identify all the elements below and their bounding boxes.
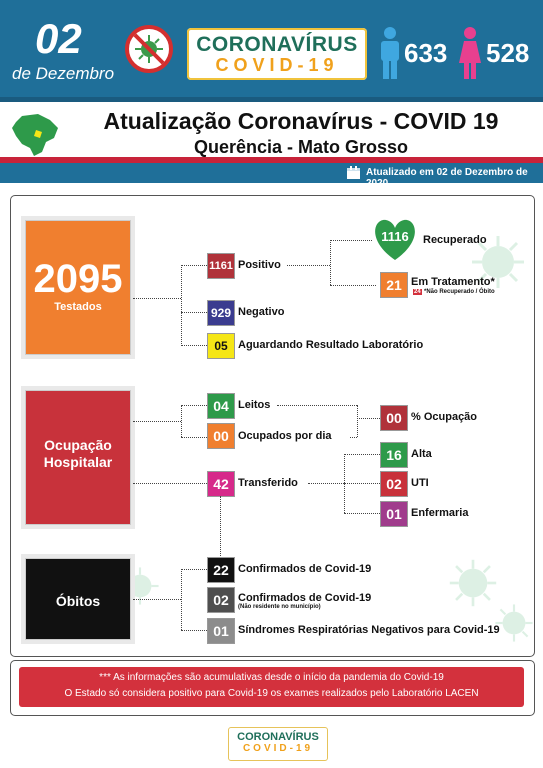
- connector: [344, 483, 380, 484]
- coronavirus-logo: [187, 28, 367, 80]
- header-stripe: [0, 97, 543, 102]
- occupied-label: Ocupados por dia: [238, 430, 332, 442]
- brazil-map-icon: [10, 112, 60, 163]
- footer-logo-subtitle: COVID-19: [242, 743, 314, 755]
- transferred-label: Transferido: [238, 477, 298, 489]
- connector: [330, 240, 372, 241]
- virus-icon: [448, 558, 498, 608]
- female-count: 528: [486, 38, 530, 68]
- footer-logo: [228, 727, 328, 761]
- deaths-nonresident-count: 02: [207, 587, 235, 613]
- occupied-count: 00: [207, 423, 235, 449]
- connector: [133, 298, 181, 299]
- connector: [181, 265, 207, 266]
- transferred-count: 42: [207, 471, 235, 497]
- hospital-label-line1: Ocupação: [44, 437, 112, 453]
- connector: [133, 599, 181, 600]
- deaths-confirmed-count: 22: [207, 557, 235, 583]
- icu-label: UTI: [411, 477, 429, 489]
- negative-label: Negativo: [238, 306, 285, 318]
- male-count: 633: [404, 38, 448, 68]
- beds-count: 04: [207, 393, 235, 419]
- connector: [344, 454, 380, 455]
- connector: [350, 437, 357, 438]
- discharged-count: 16: [380, 442, 408, 468]
- hospital-box: [25, 390, 131, 525]
- deaths-nonresident-label: Confirmados de Covid-19: [238, 592, 372, 604]
- connector: [181, 345, 207, 346]
- positive-count: 1161: [207, 253, 235, 279]
- occupancy-label: % Ocupação: [411, 411, 478, 423]
- discharged-label: Alta: [411, 448, 432, 460]
- waiting-label: Aguardando Resultado Laboratório: [238, 339, 424, 351]
- tested-label: Testados: [54, 301, 102, 313]
- logo-subtitle: COVID-19: [215, 55, 339, 76]
- occupancy-count: 00: [380, 405, 408, 431]
- connector: [133, 421, 181, 422]
- beds-label: Leitos: [238, 399, 271, 411]
- male-icon: [378, 27, 402, 84]
- ward-label: Enfermaria: [411, 507, 469, 519]
- date-day: 02: [35, 15, 82, 62]
- connector: [344, 513, 380, 514]
- tested-total: 2095: [33, 257, 123, 301]
- treatment-label: Em Tratamento*: [411, 276, 495, 288]
- female-icon: [458, 27, 482, 84]
- deaths-label: Óbitos: [55, 593, 101, 609]
- date-month: de Dezembro: [12, 64, 115, 83]
- notice-card: [10, 660, 535, 716]
- deaths-nonresident-note: (Não residente no município): [238, 604, 321, 610]
- connector: [133, 483, 207, 484]
- connector: [181, 312, 207, 313]
- ward-count: 01: [380, 501, 408, 527]
- treatment-note-count: 24: [414, 289, 421, 295]
- hospital-label: [26, 437, 130, 471]
- notice-line2: O Estado só considera positivo para Covid-19 os exames realizados pelo Laboratório LACEN: [64, 688, 479, 699]
- connector: [181, 437, 207, 438]
- tested-box: [25, 220, 131, 355]
- connector: [220, 496, 221, 556]
- deaths-box: [25, 558, 131, 640]
- calendar-icon: [346, 165, 361, 185]
- treatment-note: *Não Recuperado / Óbito: [424, 289, 495, 295]
- connector: [330, 240, 331, 285]
- treatment-count: 21: [380, 272, 408, 298]
- connector: [330, 285, 376, 286]
- recovered-count: 1116: [381, 229, 409, 244]
- connector: [308, 483, 344, 484]
- connector: [181, 405, 182, 437]
- footer-logo-title: CORONAVÍRUS: [237, 731, 319, 743]
- connector: [181, 265, 182, 346]
- page-subtitle: Querência - Mato Grosso: [193, 137, 409, 157]
- virus-icon: [494, 603, 534, 643]
- negative-count: 929: [207, 300, 235, 326]
- connector: [181, 405, 207, 406]
- recovered-label: Recuperado: [423, 234, 487, 246]
- notice-line1: *** As informações são acumulativas desde o início da pandemia do Covid-19: [99, 672, 444, 683]
- updated-date: Atualizado em 02 de Dezembro de 2020: [366, 167, 528, 189]
- connector: [287, 265, 330, 266]
- deaths-srag-label: Síndromes Respiratórias Negativos para Covid-19: [238, 624, 500, 636]
- page-title: Atualização Coronavírus - COVID 19: [103, 108, 499, 134]
- no-virus-icon: [125, 25, 173, 73]
- deaths-confirmed-label: Confirmados de Covid-19: [238, 563, 372, 575]
- connector: [181, 569, 182, 630]
- positive-label: Positivo: [238, 259, 281, 271]
- logo-title: CORONAVÍRUS: [196, 33, 358, 56]
- connector: [277, 405, 357, 406]
- hospital-label-line2: Hospitalar: [43, 453, 113, 470]
- connector: [357, 418, 380, 419]
- connector: [181, 630, 207, 631]
- connector: [357, 405, 358, 437]
- icu-count: 02: [380, 471, 408, 497]
- deaths-srag-count: 01: [207, 618, 235, 644]
- waiting-count: 05: [207, 333, 235, 359]
- connector: [181, 569, 207, 570]
